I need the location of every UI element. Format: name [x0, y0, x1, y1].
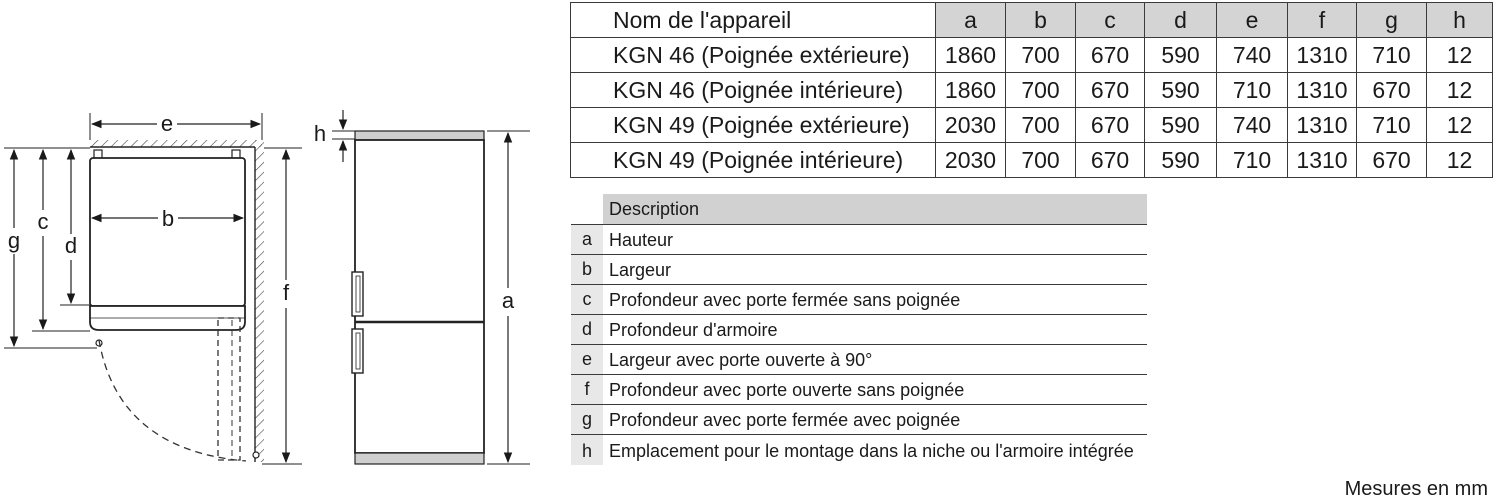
value-cell-e: 710 [1217, 73, 1288, 108]
model-cell: KGN 46 (Poignée extérieure) [571, 38, 936, 73]
value-cell-b: 700 [1006, 108, 1076, 143]
legend-item [571, 224, 1147, 254]
value-cell-d: 590 [1145, 143, 1217, 178]
dim-e-label: e [160, 111, 174, 136]
legend-text: Profondeur avec porte ouverte sans poignée [609, 380, 965, 400]
header-model-name: Nom de l'appareil [571, 3, 936, 38]
legend-header-label: Description [603, 194, 1147, 224]
table-row [571, 38, 1493, 73]
value-cell-g: 710 [1357, 38, 1427, 73]
value-cell-d: 590 [1145, 38, 1217, 73]
legend-text: Profondeur avec porte fermée avec poignée [609, 410, 961, 430]
dim-c-label: c [37, 209, 49, 234]
value-cell-g: 670 [1357, 73, 1427, 108]
dimensions-table [570, 2, 1493, 178]
value-cell-f: 1310 [1288, 143, 1357, 178]
value-cell-e: 710 [1217, 143, 1288, 178]
dim-h-label: h [313, 121, 327, 146]
legend-header [571, 194, 1147, 224]
value-cell-a: 2030 [936, 143, 1006, 178]
top-panel [355, 131, 484, 140]
door-swing-arc [99, 340, 246, 461]
hinge-right [253, 452, 259, 458]
value-cell-g: 670 [1357, 143, 1427, 178]
legend-key: d [571, 315, 603, 344]
base-plinth [355, 453, 484, 464]
header-col-h: h [1427, 3, 1493, 38]
dim-b-label: b [161, 206, 175, 231]
dim-a-label: a [501, 288, 515, 313]
dim-d-label: d [64, 233, 78, 258]
value-cell-d: 590 [1145, 73, 1217, 108]
value-cell-c: 670 [1076, 38, 1145, 73]
side-view [314, 110, 530, 464]
table-header-row [571, 3, 1493, 38]
cabinet-body [90, 158, 245, 306]
table-row [571, 108, 1493, 143]
value-cell-d: 590 [1145, 108, 1217, 143]
value-cell-a: 1860 [936, 38, 1006, 73]
legend-key: g [571, 405, 603, 434]
header-col-c: c [1076, 3, 1145, 38]
appliance-body [355, 140, 484, 453]
legend-text: Emplacement pour le montage dans la niche ou l'armoire intégrée [609, 441, 1134, 461]
header-col-a: a [936, 3, 1006, 38]
legend-item [571, 374, 1147, 404]
value-cell-f: 1310 [1288, 108, 1357, 143]
value-cell-c: 670 [1076, 143, 1145, 178]
model-cell: KGN 49 (Poignée extérieure) [571, 108, 936, 143]
dim-f-label: f [282, 280, 290, 305]
door-open-outline [218, 318, 240, 460]
units-note: Mesures en mm [1344, 478, 1488, 500]
value-cell-a: 2030 [936, 108, 1006, 143]
legend-item [571, 254, 1147, 284]
value-cell-e: 740 [1217, 108, 1288, 143]
header-col-d: d [1145, 3, 1217, 38]
legend-text: Largeur avec porte ouverte à 90° [609, 350, 873, 370]
legend-key: c [571, 285, 603, 314]
top-wall-hatch [90, 140, 262, 147]
legend-item [571, 434, 1147, 465]
legend-key: b [571, 255, 603, 284]
value-cell-b: 700 [1006, 73, 1076, 108]
value-cell-g: 710 [1357, 108, 1427, 143]
legend-item [571, 284, 1147, 314]
value-cell-b: 700 [1006, 38, 1076, 73]
lower-handle-grip [356, 333, 360, 369]
value-cell-a: 1860 [936, 73, 1006, 108]
value-cell-f: 1310 [1288, 73, 1357, 108]
header-col-b: b [1006, 3, 1076, 38]
legend-key: a [571, 225, 603, 254]
value-cell-h: 12 [1427, 143, 1493, 178]
side-wall-hatch [255, 140, 264, 462]
legend-key: e [571, 345, 603, 374]
legend-key: f [571, 375, 603, 404]
upper-handle-grip [356, 276, 360, 312]
value-cell-h: 12 [1427, 38, 1493, 73]
top-view [3, 111, 302, 464]
value-cell-f: 1310 [1288, 38, 1357, 73]
legend-key: h [571, 435, 603, 465]
dimension-legend [571, 194, 1147, 465]
legend-item [571, 314, 1147, 344]
value-cell-e: 740 [1217, 38, 1288, 73]
legend-item [571, 404, 1147, 434]
model-cell: KGN 46 (Poignée intérieure) [571, 73, 936, 108]
legend-text: Profondeur avec porte fermée sans poignée [609, 290, 961, 310]
legend-text: Hauteur [609, 230, 674, 250]
dim-g-label: g [7, 228, 21, 253]
legend-text: Largeur [609, 260, 672, 280]
value-cell-h: 12 [1427, 108, 1493, 143]
value-cell-b: 700 [1006, 143, 1076, 178]
fridge-dimension-diagram [0, 0, 560, 501]
header-col-f: f [1288, 3, 1357, 38]
model-cell: KGN 49 (Poignée intérieure) [571, 143, 936, 178]
value-cell-c: 670 [1076, 108, 1145, 143]
header-col-g: g [1357, 3, 1427, 38]
table-row [571, 73, 1493, 108]
value-cell-h: 12 [1427, 73, 1493, 108]
legend-item [571, 344, 1147, 374]
table-row [571, 143, 1493, 178]
header-col-e: e [1217, 3, 1288, 38]
legend-text: Profondeur d'armoire [609, 320, 778, 340]
value-cell-c: 670 [1076, 73, 1145, 108]
